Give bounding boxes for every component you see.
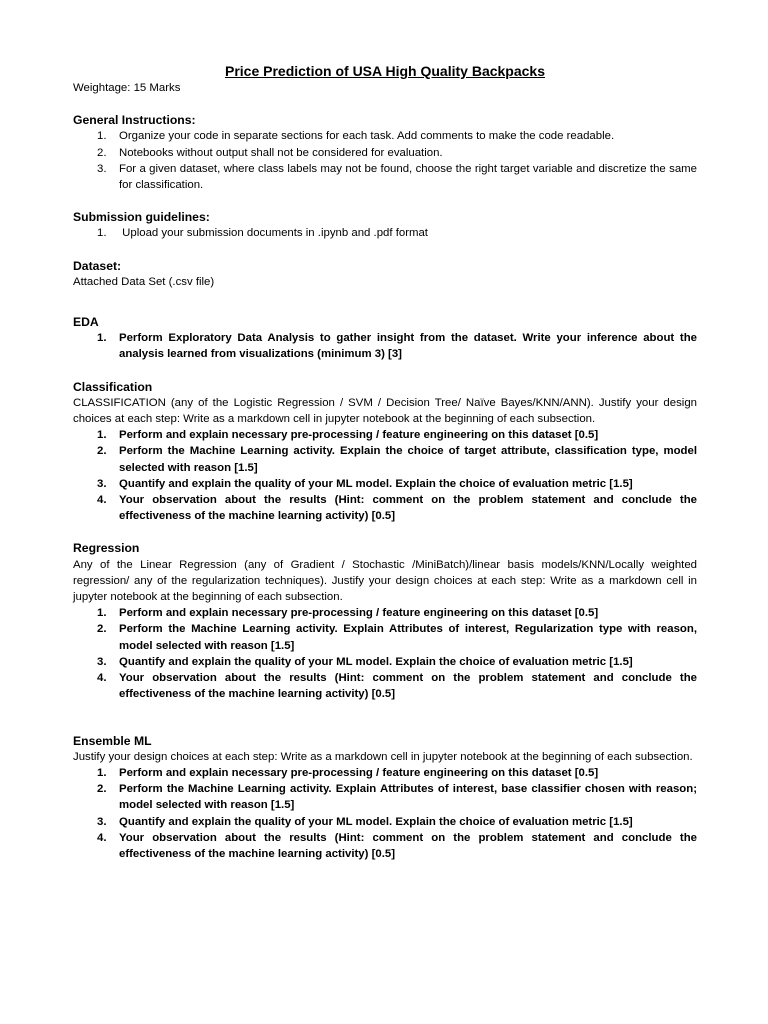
list-item-text: Perform the Machine Learning activity. Explain Attributes of interest, Regularization type with reason, model selected with reason [1.5] [119,623,697,652]
ensemble-intro: Justify your design choices at each step: Write as a markdown cell in jupyter notebook at the beginning of each subsection. [73,750,693,763]
list-item [73,814,697,830]
list-number: 1. [97,130,107,143]
list-number: 2. [97,445,107,458]
list-number: 3. [97,655,107,668]
regression-list [73,605,697,702]
ensemble-list [73,765,697,862]
list-number: 1. [97,227,107,240]
list-item-text: Quantify and explain the quality of your ML model. Explain the choice of evaluation metric [1.5] [119,655,633,668]
list-item-text: Quantify and explain the quality of your ML model. Explain the choice of evaluation metric [1.5] [119,815,633,828]
list-item-text: For a given dataset, where class labels may not be found, choose the right target variable and discretize the same for classification. [119,162,697,192]
list-item-text: Your observation about the results (Hint: comment on the problem statement and conclude the effectiveness of the machine learning activity) [0.5] [119,831,697,860]
list-number: 4. [97,672,107,685]
list-item-text: Organize your code in separate sections for each task. Add comments to make the code readable. [119,130,615,143]
list-number: 2. [97,783,107,796]
list-number: 4. [97,831,107,844]
list-item [73,145,697,161]
eda-heading: EDA [73,315,99,330]
general-instructions-heading: General Instructions: [73,113,196,128]
dataset-text: Attached Data Set (.csv file) [73,275,215,288]
list-item-text: Your observation about the results (Hint: comment on the problem statement and conclude the effectiveness of the machine learning activity) [0.5] [119,672,697,701]
list-number: 1. [97,332,107,345]
list-number: 3. [97,477,107,490]
regression-intro: Any of the Linear Regression (any of Gradient / Stochastic /MiniBatch)/linear basis models/KNN/Locally weighted regression/ any of the regularization techniques). Justify your design choices at each step: Write as a markdown cell in jupyter notebook at the beginning of each subsection. [73,558,697,604]
list-number: 2. [97,146,107,159]
document-title: Price Prediction of USA High Quality Backpacks [224,63,546,79]
list-item-text: Notebooks without output shall not be considered for evaluation. [119,146,443,159]
list-item [73,781,697,813]
list-number: 1. [97,766,107,779]
list-item-text: Perform the Machine Learning activity. Explain the choice of target attribute, classification type, model selected with reason [1.5] [119,445,697,474]
list-item-text: Your observation about the results (Hint: comment on the problem statement and conclude the effectiveness of the machine learning activity) [0.5] [119,494,697,523]
list-item [73,654,697,670]
list-number: 4. [97,494,107,507]
list-item-text: Quantify and explain the quality of your ML model. Explain the choice of evaluation metric [1.5] [119,477,633,490]
list-number: 3. [97,815,107,828]
list-item-text: Perform and explain necessary pre-processing / feature engineering on this dataset [0.5] [119,429,599,442]
list-number: 2. [97,623,107,636]
list-item [73,330,697,362]
list-item [73,128,697,144]
list-item [73,605,697,621]
list-item [73,492,697,524]
document-page [73,62,697,862]
list-number: 1. [97,429,107,442]
list-item-text: Perform the Machine Learning activity. Explain Attributes of interest, base classifier chosen with reason; model selected with reason [1.5] [119,783,697,812]
list-item [73,225,697,241]
list-item [73,443,697,475]
list-number: 1. [97,607,107,620]
list-item [73,830,697,862]
classification-heading: Classification [73,379,153,394]
classification-intro: CLASSIFICATION (any of the Logistic Regression / SVM / Decision Tree/ Naïve Bayes/KNN/ANN). Justify your design choices at each step: Write as a markdown cell in jupyter notebook at the beginning of each subsection. [73,396,697,426]
list-item [73,670,697,702]
list-item-text: Perform and explain necessary pre-processing / feature engineering on this dataset [0.5] [119,607,599,620]
submission-guidelines-heading: Submission guidelines: [73,210,210,225]
list-item-text: Perform Exploratory Data Analysis to gather insight from the dataset. Write your inference about the analysis learned from visualizations (minimum 3) [3] [119,332,697,361]
regression-heading: Regression [73,541,140,556]
list-item [73,161,697,193]
dataset-heading: Dataset: [73,258,122,273]
eda-list [73,330,697,362]
list-item [73,621,697,653]
classification-list [73,427,697,524]
list-item [73,476,697,492]
ensemble-heading: Ensemble ML [73,733,152,748]
submission-guidelines-list [73,225,697,241]
list-item [73,427,697,443]
list-number: 3. [97,162,107,175]
list-item-text: Perform and explain necessary pre-processing / feature engineering on this dataset [0.5] [119,766,599,779]
list-item-text: Upload your submission documents in .ipynb and .pdf format [119,227,428,240]
weightage-text: Weightage: 15 Marks [73,82,181,94]
general-instructions-list [73,128,697,193]
list-item [73,765,697,781]
